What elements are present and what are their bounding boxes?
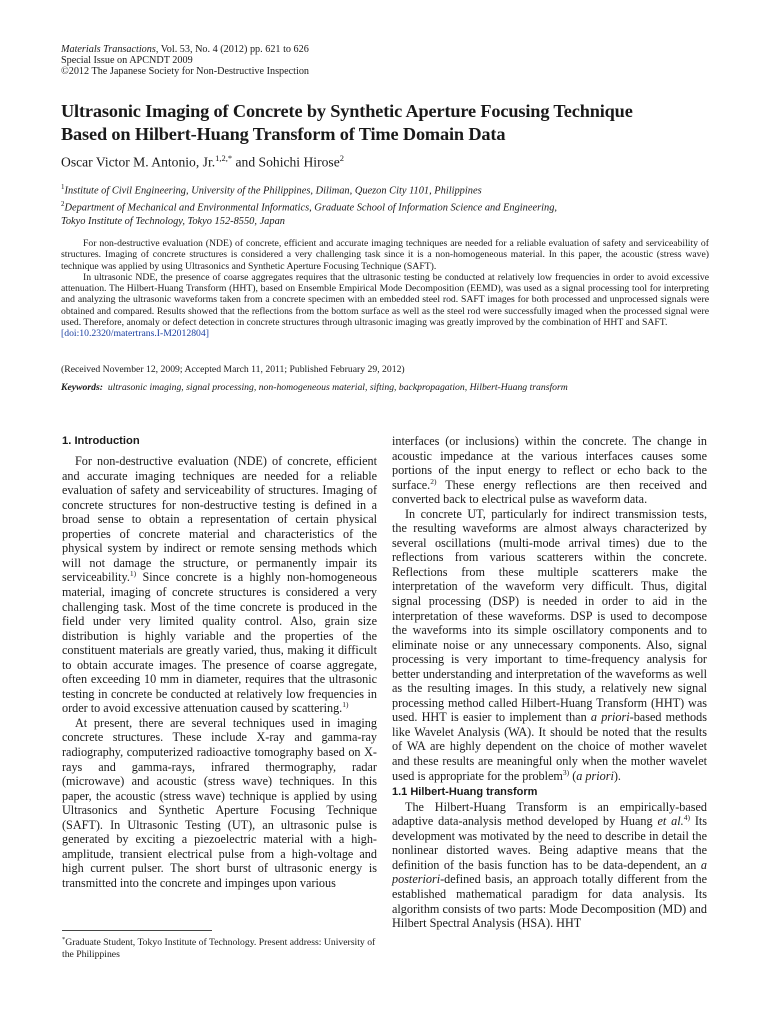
received-dates: (Received November 12, 2009; Accepted March 11, 2011; Published February 29, 2012) [61,364,405,375]
footnote-text: Graduate Student, Tokyo Institute of Technology. Present address: University of the Philippines [62,937,376,961]
author-1-affil: 1,2,* [215,153,233,163]
abstract-paragraph-2 [61,272,709,340]
citation-line [61,44,309,55]
intro-p4-text-d: ). [613,768,621,783]
author-2-affil: 2 [339,153,344,163]
title-line-2: Based on Hilbert-Huang Transform of Time Domain Data [61,124,506,144]
italic-term: a posteriori [392,857,707,887]
keywords-label: Keywords: [61,382,103,393]
special-issue-line: Special Issue on APCNDT 2009 [61,55,193,67]
affiliation-2 [61,198,721,215]
footnote-divider [62,930,212,931]
affiliation-1-mark: 1 [61,183,65,191]
journal-header [61,44,309,78]
citation-ref: 2) [430,476,437,486]
affiliation-1-text: Institute of Civil Engineering, University of the Philippines, Diliman, Quezon City 1101, Philippines [64,185,482,197]
hht-p1-text-a: The Hilbert-Huang Transform is an empirically-based adaptive data-analysis method developed by Huang [392,799,707,829]
intro-paragraph-2: At present, there are several techniques used in imaging concrete structures. These include X-ray and gamma-ray radiography, computerized radioactive tomography based on X-rays and gamma-rays, infrared thermography, radar (microwave) and acoustic (stress wave) techniques. In this paper, the acoustic (stress wave) technique is applied by using Ultrasonics and Synthetic Aperture Focusing Technique (SAFT). In Ultrasonic Testing (UT), an ultrasonic pulse is generated by exciting a piezoelectric material with a high-amplitude, transient electrical pulse from a high-voltage and high current pulser. The short burst of ultrasonic energy is transmitted into the concrete and impinges upon various [62,715,377,890]
intro-paragraph-3 [392,434,707,507]
citation-ref: 4) [683,813,690,823]
affiliation-2-cont: Tokyo Institute of Technology, Tokyo 152-8550, Japan [61,215,285,227]
hht-paragraph-1 [392,800,707,931]
abstract-paragraph-1: For non-destructive evaluation (NDE) of concrete, efficient and accurate imaging techniques are needed for a reliable evaluation of safety and serviceability of structures. Imaging of concrete structures is considered a very challenging task since it is a non-homogeneous material. In this paper, the acoustic (stress wave) technique was applied by using Ultrasonics and Synthetic Aperture Focusing Technique (SAFT). [61,238,709,272]
intro-p4-text-a: In concrete UT, particularly for indirect transmission tests, the resulting waveforms are almost always characterized by several oscillations (multi-mode arrival times) due to the reflections from various scatterers within the concrete. Reflections from these multiple scatterers make the interpretation of the waveform very difficult. Thus, digital signal processing (DSP) is needed in order to aid in the interpretation of these waveforms. DSP is used to decompose the waveforms into its simple oscillatory components and to eliminate noise or any unnecessary components. Also, signal processing is very important to time-frequency analysis for better understanding and interpretation of the waveforms as well as the resulting images. In this study, a relatively new signal processing method called Hilbert-Huang Transform (HHT) was used. HHT is easier to implement than [392,506,707,725]
hht-p1-text-c: -defined basis, an approach totally different from the established mathematical paradigm for data analysis. Its algorithm consists of two parts: Mode Decomposition (MD) and Hilbert Spectral Analysis (HSA). HHT [392,872,707,931]
keywords-list: ultrasonic imaging, signal processing, non-homogeneous material, sifting, backpropagation, Hilbert-Huang transform [107,382,568,393]
italic-term: a priori [590,710,630,725]
affiliations [61,181,721,228]
body-column-right [392,434,707,931]
intro-p4-text-b: -based methods like Wavelet Analysis (WA). It should be noted that the results of WA are highly dependent on the choice of mother wavelet and these results are meaningful only when the mother wavelet used is appropriate for the problem [392,710,707,783]
footnote-mark: * [62,936,66,943]
author-2: and Sohichi Hirose [232,154,340,170]
intro-paragraph-1 [62,454,377,716]
intro-p1-text-a: For non-destructive evaluation (NDE) of concrete, efficient and accurate imaging techniques are needed for a reliable evaluation of safety and serviceability of structures. Imaging of concrete structures for non-destructive testing is defined in a broad sense to obtain a representation of certain physical properties of concrete material and characteristics of the physical system by indirect or remote sensing methods which will not damage the structure, or permanently impair its serviceability. [62,454,377,585]
affiliation-2-text: Department of Mechanical and Environmental Informatics, Graduate School of Information Science and Engineering, [64,202,558,214]
italic-term: et al. [657,814,684,829]
abstract [61,238,709,340]
subsection-heading-hht: 1.1 Hilbert-Huang transform [392,786,538,799]
intro-p4-text-c: ( [569,768,577,783]
journal-name: Materials Transactions [61,44,156,55]
citation-ref: 1) [342,700,349,710]
author-1: Oscar Victor M. Antonio, Jr. [61,154,216,170]
title-line-1: Ultrasonic Imaging of Concrete by Synthetic Aperture Focusing Technique [61,101,633,121]
body-column-left [62,434,377,890]
author-list [61,153,344,171]
intro-p3-text-b: These energy reflections are then received and converted back to electrical pulse as waveform data. [392,477,707,507]
footnote [62,934,377,961]
section-heading-introduction: 1. Introduction [62,435,140,447]
italic-term: a priori [576,768,614,783]
journal-citation: , Vol. 53, No. 4 (2012) pp. 621 to 626 [155,44,309,55]
intro-p3-text-a: interfaces (or inclusions) within the concrete. The change in acoustic impedance at the various interfaces causes some portions of the input energy to reflect or echo back to the surface. [392,434,707,492]
intro-p1-text-b: Since concrete is a highly non-homogeneous material, imaging of concrete structures is considered a very challenging task. Most of the time concrete is produced in the field under very limited quality control. Also, grain size distribution is highly variable and the properties of the constituent materials are greatly varied, thus, making it difficult to obtain accurate images. The presence of coarse aggregate, often exceeding 10 mm in diameter, requires that the ultrasonic testing in concrete be conducted at relatively low frequencies in order to avoid excessive attenuation caused by scattering. [62,570,377,716]
affiliation-1 [61,181,721,198]
hht-p1-text-b: Its development was motivated by the need to describe in detail the nonlinear distorted waves. Being adaptive means that the definition of the basis function has to be data-dependent, an [392,814,707,872]
citation-ref: 3) [562,767,570,777]
keywords [61,382,568,393]
abstract-paragraph-2-text: In ultrasonic NDE, the presence of coarse aggregates requires that the ultrasonic testing be conducted at relatively low frequencies in order to avoid excessive attenuation. The Hilbert-Huang Transform (HHT), based on Ensemble Empirical Mode Decomposition (EEMD), was used as a signal processing tool for interpreting and analyzing the ultrasonic waveforms taken from a concrete specimen with an embedded steel rod. SAFT images for both processed and unprocessed signals were obtained and compared. Results showed that the reflections from the bottom surface as well as the steel rod were successfully imaged when the processed signal were used. Therefore, anomaly or defect detection in concrete structures through ultrasonic imaging was greatly improved by the combination of HHT and SAFT. [61,271,709,329]
copyright-line: ©2012 The Japanese Society for Non-Destructive Inspection [61,66,310,78]
affiliation-2-mark: 2 [61,200,65,209]
doi-link[interactable]: [doi:10.2320/matertrans.I-M2012804] [61,328,209,340]
paper-title [61,100,721,146]
intro-paragraph-4 [392,507,707,783]
citation-ref: 1) [129,569,137,579]
